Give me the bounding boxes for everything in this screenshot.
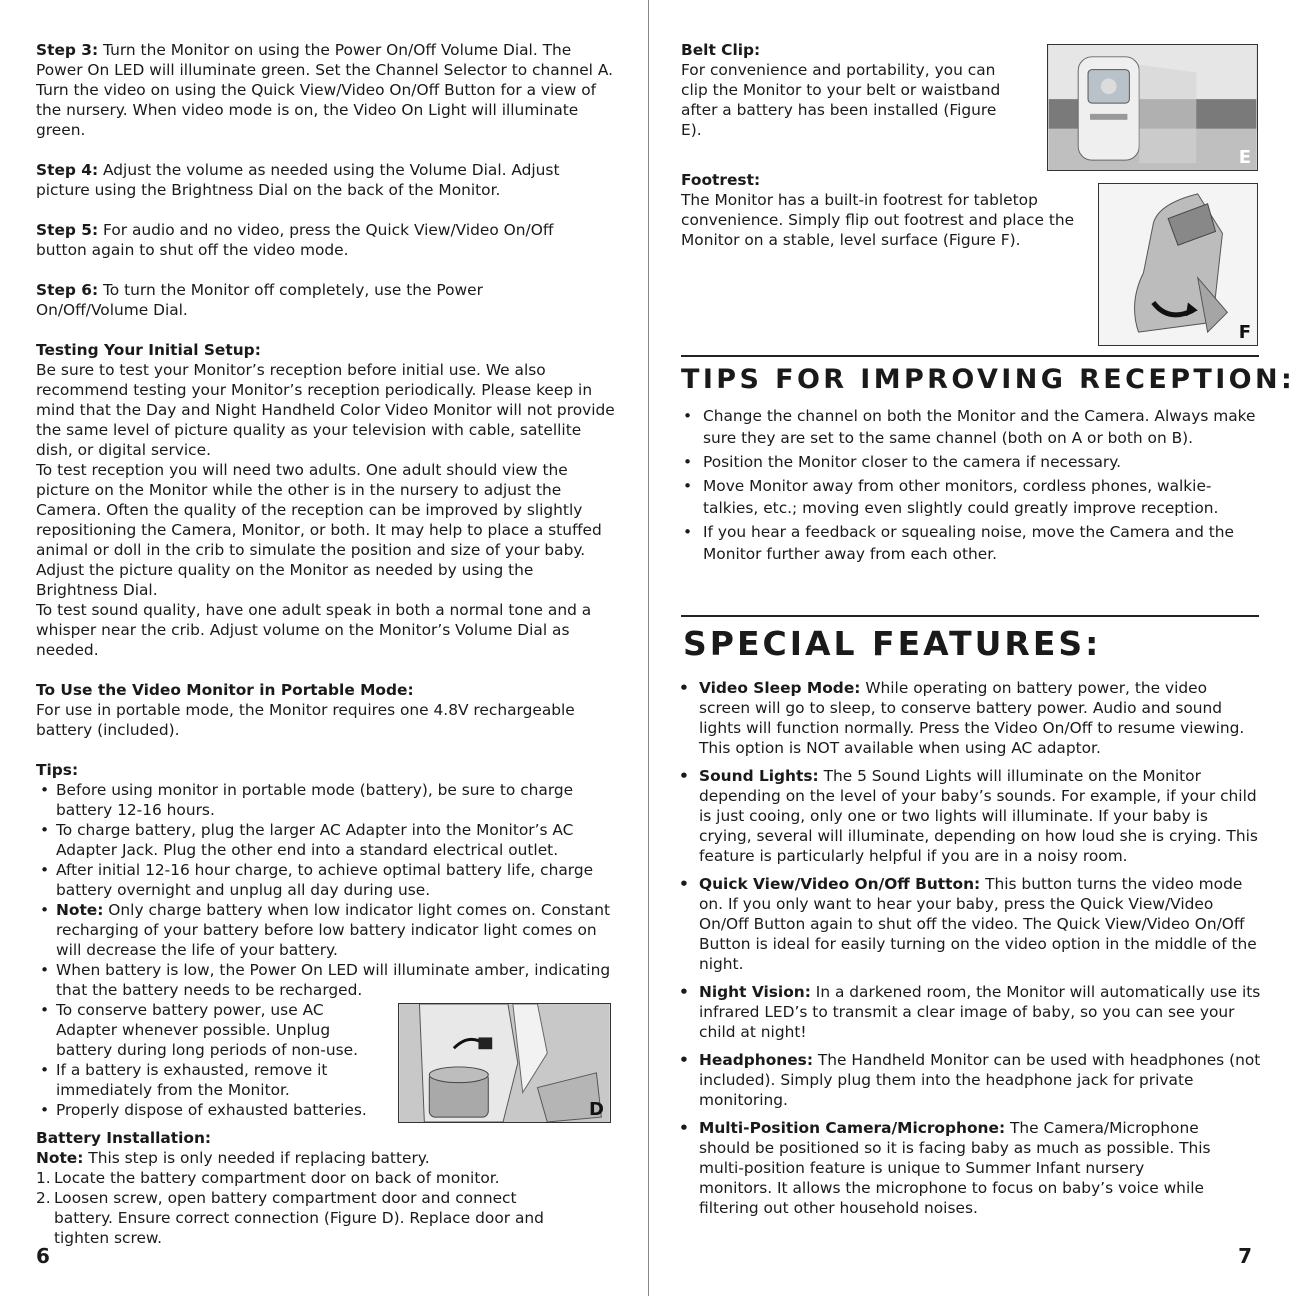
battery-note: Note: This step is only needed if replacing battery. xyxy=(36,1149,430,1167)
step-4: Step 4: Adjust the volume as needed using the Volume Dial. Adjust picture using the Brightness Dial on the back of the Monitor. xyxy=(36,161,560,199)
portable-section xyxy=(36,680,618,740)
list-item: • Video Sleep Mode: While operating on battery power, the video screen will go to sleep, to conserve battery power. Audio and sound lights will function normally. Press the Video On/Off to resume viewing. This option is NOT available when using AC adaptor. xyxy=(677,678,1261,758)
list-item: • Properly dispose of exhausted batteries. xyxy=(36,1100,386,1120)
list-item: 1. Locate the battery compartment door on back of monitor. xyxy=(36,1169,500,1187)
footrest-heading: Footrest: xyxy=(681,171,761,189)
figure-e xyxy=(1047,44,1258,171)
step-5: Step 5: For audio and no video, press the Quick View/Video On/Off button again to shut off the video mode. xyxy=(36,221,554,259)
battery-heading: Battery Installation: xyxy=(36,1129,212,1147)
page-number-left: 6 xyxy=(36,1244,50,1268)
list-item: 2. Loosen screw, open battery compartment door and connect battery. Ensure correct connection (Figure D). Replace door and tighten screw. xyxy=(36,1189,544,1247)
features-heading: SPECIAL FEATURES: xyxy=(683,624,1102,663)
list-item: • Sound Lights: The 5 Sound Lights will illuminate on the Monitor depending on the level of your baby’s sounds. For example, if your child is just cooing, only one or two lights will illuminate. If your baby is crying, several will illuminate, depending on how loud she is crying. This feature is particularly helpful if you are in a noisy room. xyxy=(677,766,1261,866)
testing-paragraph-2: To test reception you will need two adults. One adult should view the picture on the Monitor while the other is in the nursery to adjust the Camera. Often the quality of the reception can be improved by slightly repositioning the Camera, Monitor, or both. It may help to place a stuffed animal or doll in the crib to simulate the position and size of your baby. Adjust the picture quality on the Monitor as needed by using the Brightness Dial. xyxy=(36,461,602,599)
list-item: • If a battery is exhausted, remove it immediately from the Monitor. xyxy=(36,1060,386,1100)
testing-heading: Testing Your Initial Setup: xyxy=(36,341,261,359)
tips-top-rule xyxy=(681,355,1259,357)
belt-clip-section xyxy=(681,40,1021,140)
portable-heading: To Use the Video Monitor in Portable Mode: xyxy=(36,681,414,699)
step-6: Step 6: To turn the Monitor off completely, use the Power On/Off/Volume Dial. xyxy=(36,281,483,319)
testing-paragraph-3: To test sound quality, have one adult speak in both a normal tone and a whisper near the crib. Adjust volume on the Monitor’s Volume Dial as needed. xyxy=(36,601,592,659)
figure-d xyxy=(398,1003,611,1123)
list-item: • Before using monitor in portable mode (battery), be sure to charge battery 12-16 hours. xyxy=(36,780,618,820)
testing-paragraph-1: Be sure to test your Monitor’s reception before initial use. We also recommend testing your Monitor’s reception periodically. Please keep in mind that the Day and Night Handheld Color Video Monitor will not provide the same level of picture quality as your television with cable, satellite dish, or digital service. xyxy=(36,361,615,459)
tips-list xyxy=(36,780,618,1000)
list-item: • Note: Only charge battery when low indicator light comes on. Constant recharging of your battery before low battery indicator light comes on will decrease the life of your battery. xyxy=(36,900,618,960)
battery-section xyxy=(36,1128,618,1248)
features-list xyxy=(677,678,1261,1218)
tips-heading: TIPS FOR IMPROVING RECEPTION: xyxy=(681,364,1296,395)
list-item: • Headphones: The Handheld Monitor can be used with headphones (not included). Simply plug them into the headphone jack for private monitoring. xyxy=(677,1050,1261,1110)
battery-compartment-illustration xyxy=(399,1004,610,1122)
list-item: • After initial 12-16 hour charge, to achieve optimal battery life, charge battery overnight and unplug all day during use. xyxy=(36,860,618,900)
list-item: • Quick View/Video On/Off Button: This button turns the video mode on. If you only want to hear your baby, press the Quick View/Video On/Off Button again to shut off the video. The Quick View/Video On/Off Button is ideal for easily turning on the video option in the middle of the night. xyxy=(677,874,1261,974)
tips-section xyxy=(681,405,1261,567)
features-top-rule xyxy=(681,615,1259,617)
belt-clip-illustration xyxy=(1048,45,1257,170)
tips-list xyxy=(681,405,1261,565)
battery-steps xyxy=(36,1168,618,1248)
tips-heading: Tips: xyxy=(36,761,79,779)
list-item: • To charge battery, plug the larger AC Adapter into the Monitor’s AC Adapter Jack. Plug the other end into a standard electrical outlet. xyxy=(36,820,618,860)
belt-clip-text: For convenience and portability, you can clip the Monitor to your belt or waistband after a battery has been installed (Figure E). xyxy=(681,61,1001,139)
page-right xyxy=(649,0,1296,1296)
list-item: • When battery is low, the Power On LED will illuminate amber, indicating that the battery needs to be recharged. xyxy=(36,960,618,1000)
figure-f-label: F xyxy=(1238,322,1251,343)
footrest-illustration xyxy=(1099,184,1257,345)
figure-d-label: D xyxy=(589,1099,604,1120)
figure-f xyxy=(1098,183,1258,346)
list-item: • Position the Monitor closer to the camera if necessary. xyxy=(681,451,1261,473)
tips-narrow-list xyxy=(36,1000,386,1120)
testing-section xyxy=(36,340,618,660)
footrest-text: The Monitor has a built-in footrest for tabletop convenience. Simply flip out footrest and place the Monitor on a stable, level surface (Figure F). xyxy=(681,191,1075,249)
list-item: • Change the channel on both the Monitor and the Camera. Always make sure they are set to the same channel (both on A or both on B). xyxy=(681,405,1261,449)
belt-clip-heading: Belt Clip: xyxy=(681,41,761,59)
list-item: • Multi-Position Camera/Microphone: The Camera/Microphone should be positioned so it is facing baby as much as possible. This multi-position feature is unique to Summer Infant nursery monitors. It allows the microphone to focus on baby’s voice while filtering out other household noises. xyxy=(677,1118,1261,1218)
list-item: • If you hear a feedback or squealing noise, move the Camera and the Monitor further away from each other. xyxy=(681,521,1261,565)
features-section xyxy=(677,678,1261,1226)
list-item: • Night Vision: In a darkened room, the Monitor will automatically use its infrared LED’s to transmit a clear image of baby, so you can see your child at night! xyxy=(677,982,1261,1042)
figure-e-label: E xyxy=(1238,147,1251,168)
list-item: • Move Monitor away from other monitors, cordless phones, walkie-talkies, etc.; moving even slightly could greatly improve reception. xyxy=(681,475,1261,519)
list-item: • To conserve battery power, use AC Adapter whenever possible. Unplug battery during long periods of non-use. xyxy=(36,1000,386,1060)
portable-text: For use in portable mode, the Monitor requires one 4.8V rechargeable battery (included). xyxy=(36,701,575,739)
step-3: Step 3: Turn the Monitor on using the Power On/Off Volume Dial. The Power On LED will illuminate green. Set the Channel Selector to channel A. Turn the video on using the Quick View/Video On/Off Button for a view of the nursery. When video mode is on, the Video On Light will illuminate green. xyxy=(36,41,613,139)
page-number-right: 7 xyxy=(1238,1244,1252,1268)
footrest-section xyxy=(681,170,1091,250)
